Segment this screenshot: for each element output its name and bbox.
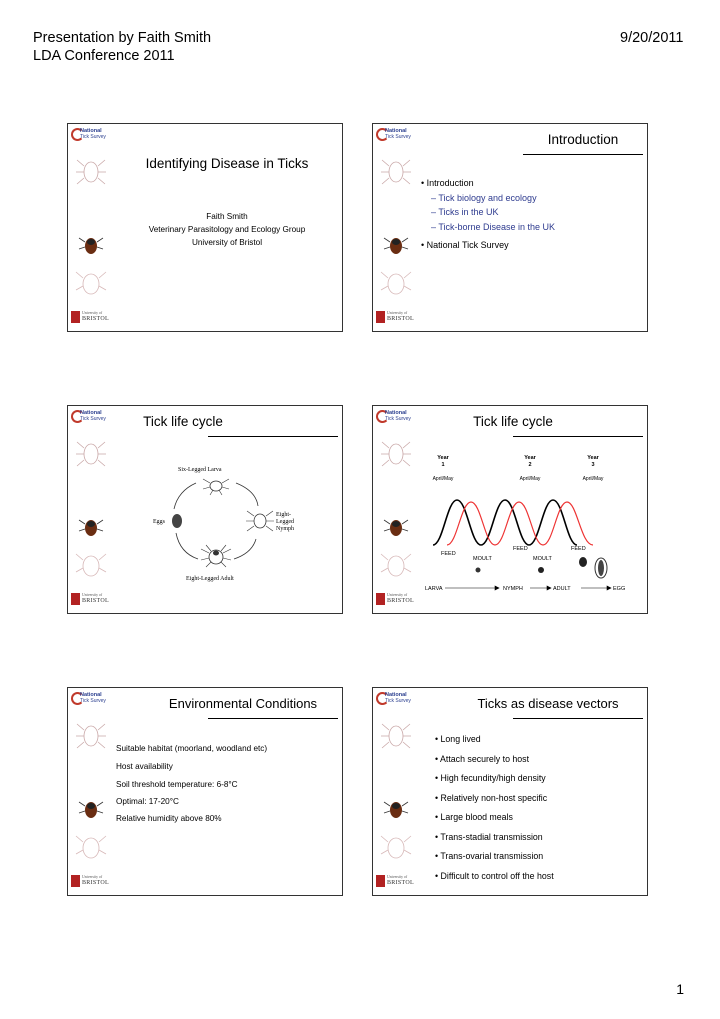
sub-bullet-item: – Tick biology and ecology	[431, 192, 537, 203]
year-number: 1	[441, 462, 445, 468]
slide-4	[372, 405, 648, 614]
tick-illustrations-icon	[381, 154, 411, 304]
label-adult: Eight-Legged Adult	[186, 576, 234, 582]
tick-illustrations-icon	[381, 436, 411, 586]
label-nymph-2: Legged	[276, 519, 294, 525]
year-label: Year	[437, 455, 449, 461]
university-logo: University of BRISTOL	[71, 311, 111, 325]
vector-item: • Long lived	[435, 734, 481, 744]
university-logo: University of BRISTOL	[71, 593, 111, 607]
condition-item: Optimal: 17-20°C	[116, 797, 179, 806]
feed-label: FEED	[441, 551, 456, 557]
bullet-item: • Introduction	[421, 178, 474, 188]
slide-2	[372, 123, 648, 332]
sub-bullet-item: – Ticks in the UK	[431, 207, 499, 217]
vector-item: • Difficult to control off the host	[435, 870, 554, 881]
slide-3	[67, 405, 343, 614]
title-rule	[208, 436, 338, 437]
tick-survey-logo: National Tick Survey	[71, 692, 111, 708]
slide-title: Environmental Conditions	[168, 696, 318, 711]
nymph-icon	[246, 511, 274, 531]
university-logo: University of BRISTOL	[376, 593, 416, 607]
title-rule	[523, 154, 643, 155]
eggs-icon	[172, 514, 182, 528]
title-rule	[208, 718, 338, 719]
adult-icon	[201, 545, 231, 567]
year-number: 2	[528, 462, 532, 468]
slide-title: Ticks as disease vectors	[477, 696, 619, 711]
sub-bullet-item: – Tick-borne Disease in the UK	[431, 221, 556, 232]
university-logo: University of BRISTOL	[376, 311, 416, 325]
slide-author-block	[112, 210, 342, 249]
year-label: Year	[587, 455, 599, 461]
slide-title: Introduction	[547, 132, 619, 147]
title-rule	[513, 436, 643, 437]
condition-item: Host availability	[116, 762, 173, 771]
vector-item: • Large blood meals	[435, 812, 513, 822]
slide-5	[67, 687, 343, 896]
header-subtitle: LDA Conference 2011	[33, 48, 175, 64]
author-university: University of Bristol	[191, 238, 263, 247]
slide-title: Identifying Disease in Ticks	[145, 156, 309, 171]
label-eggs: Eggs	[153, 519, 165, 525]
slide-sidebar	[373, 688, 417, 895]
page-number: 1	[676, 981, 684, 997]
vector-item: • Attach securely to host	[435, 753, 530, 764]
tick-survey-logo: National Tick Survey	[376, 410, 416, 426]
seasonal-activity-diagram	[425, 450, 643, 600]
condition-item: Relative humidity above 80%	[116, 814, 222, 823]
stage-label: NYMPH	[503, 586, 523, 592]
condition-item: Suitable habitat (moorland, woodland etc)	[116, 744, 268, 753]
season-label: April/May	[582, 476, 604, 482]
bullet-list	[421, 176, 555, 253]
season-label: April/May	[432, 476, 454, 482]
feed-label: FEED	[513, 546, 528, 552]
tick-illustrations-icon	[76, 436, 106, 586]
year-label: Year	[524, 455, 536, 461]
season-label: April/May	[519, 476, 541, 482]
slide-sidebar	[68, 124, 112, 331]
tick-survey-logo: National Tick Survey	[376, 128, 416, 144]
slide-sidebar	[68, 688, 112, 895]
tick-survey-logo: National Tick Survey	[71, 410, 111, 426]
moult-label: MOULT	[473, 556, 492, 562]
stage-label: EGG	[613, 586, 626, 592]
vector-item: • High fecundity/high density	[435, 773, 546, 783]
slide-sidebar	[373, 124, 417, 331]
tick-survey-logo: National Tick Survey	[376, 692, 416, 708]
university-logo: University of BRISTOL	[71, 875, 111, 889]
tick-illustrations-icon	[381, 718, 411, 868]
bullet-item: • National Tick Survey	[421, 240, 509, 250]
label-nymph-3: Nymph	[276, 526, 294, 532]
label-larva: Six-Legged Larva	[178, 467, 222, 473]
stage-label: LARVA	[425, 586, 443, 592]
slide-1	[67, 123, 343, 332]
header-date: 9/20/2011	[620, 30, 684, 46]
university-logo: University of BRISTOL	[376, 875, 416, 889]
year-number: 3	[591, 462, 595, 468]
slide-sidebar	[373, 406, 417, 613]
life-cycle-diagram	[148, 461, 308, 586]
author-name: Faith Smith	[206, 212, 248, 221]
vector-item: • Trans-ovarial transmission	[435, 851, 544, 861]
slide-6	[372, 687, 648, 896]
moult-label: MOULT	[533, 556, 552, 562]
tick-illustrations-icon	[76, 718, 106, 868]
feed-label: FEED	[571, 546, 586, 552]
vector-item: • Relatively non-host specific	[435, 792, 548, 803]
larva-icon	[203, 479, 229, 495]
slide-title: Tick life cycle	[143, 414, 223, 429]
title-rule	[513, 718, 643, 719]
vector-list	[435, 730, 554, 886]
vector-item: • Trans-stadial transmission	[435, 831, 543, 842]
header-title: Presentation by Faith Smith	[33, 30, 212, 46]
tick-survey-logo: National Tick Survey	[71, 128, 111, 144]
slide-sidebar	[68, 406, 112, 613]
tick-illustrations-icon	[76, 154, 106, 304]
condition-item: Soil threshold temperature: 6-8°C	[116, 780, 238, 789]
author-group: Veterinary Parasitology and Ecology Group	[148, 225, 306, 234]
label-nymph-1: Eight-	[276, 512, 291, 518]
stage-label: ADULT	[553, 586, 571, 592]
slide-title: Tick life cycle	[473, 414, 553, 429]
